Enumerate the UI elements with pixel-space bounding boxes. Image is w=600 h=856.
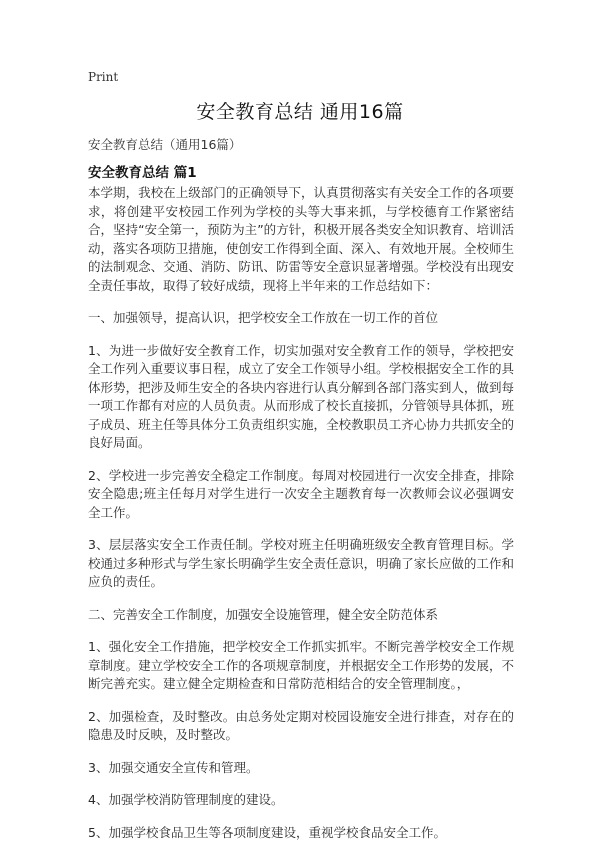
paragraph-1-1: 1、为进一步做好安全教育工作，切实加强对安全教育工作的领导，学校把安全工作列入重要议事日程，成立了安全工作领导小组。学校根据安全工作的具体形势，把涉及师生安全的各块内容进行认真分解到各部门落实到人，做到每一项工作都有对应的人员负责。从而形成了校长直接抓，分管领导具体抓，班子成员、班主任等具体分工负责组织实施，全校教职员工齐心协力共抓安全的良好局面。 (88, 342, 514, 450)
page-title: 安全教育总结 通用16篇 (196, 101, 404, 123)
paragraph-2-2: 2、加强检查，及时整改。由总务处定期对校园设施安全进行排查，对存在的隐患及时反映，及时整改。 (88, 708, 514, 742)
document-subtitle: 安全教育总结（通用16篇） (88, 137, 242, 152)
paragraph-2-4: 4、加强学校消防管理制度的建设。 (88, 792, 284, 807)
section-one-heading: 一、加强领导，提高认识，把学校安全工作放在一切工作的首位 (88, 310, 439, 325)
section-heading: 安全教育总结 篇1 (88, 165, 197, 181)
paragraph-2-1: 1、强化安全工作措施，把学校安全工作抓实抓牢。不断完善学校安全工作规章制度。建立学校安全工作的各项规章制度，并根据安全工作形势的发展，不断完善充实。建立健全定期检查和日常防范相结合的安全管理制度。， (88, 639, 514, 691)
paragraph-2-3: 3、加强交通安全宣传和管理。 (88, 759, 259, 775)
paragraph-1-2: 2、学校进一步完善安全稳定工作制度。每周对校园进行一次安全排查，排除安全隐患;班主任每月对学生进行一次安全主题教育每一次教师会议必强调安全工作。 (88, 467, 514, 520)
print-link[interactable]: Print (88, 70, 119, 84)
paragraph-2-5: 5、加强学校食品卫生等各项制度建设，重视学校食品安全工作。 (88, 824, 446, 840)
section-two-heading: 二、完善安全工作制度，加强安全设施管理，健全安全防范体系 (88, 606, 439, 622)
article-body (88, 184, 514, 856)
paragraph-1-3: 3、层层落实安全工作责任制。学校对班主任明确班级安全教育管理目标。学校通过多种形式与学生家长明确学生安全责任意识，明确了家长应做的工作和应负的责任。 (88, 537, 514, 589)
intro-paragraph: 本学期，我校在上级部门的正确领导下，认真贯彻落实有关安全工作的各项要求，将创建平安校园工作列为学校的头等大事来抓，与学校德育工作紧密结合，坚持“安全第一，预防为主”的方针，积极开展各类安全知识教育、培训活动，落实各项防卫措施，使创安工作得到全面、深入、有效地开展。全校师生的法制观念、交通、消防、防讯、防雷等安全意识显著增强。学校没有出现安全责任事故，取得了较好成绩，现将上半年来的工作总结如下： (88, 185, 514, 293)
